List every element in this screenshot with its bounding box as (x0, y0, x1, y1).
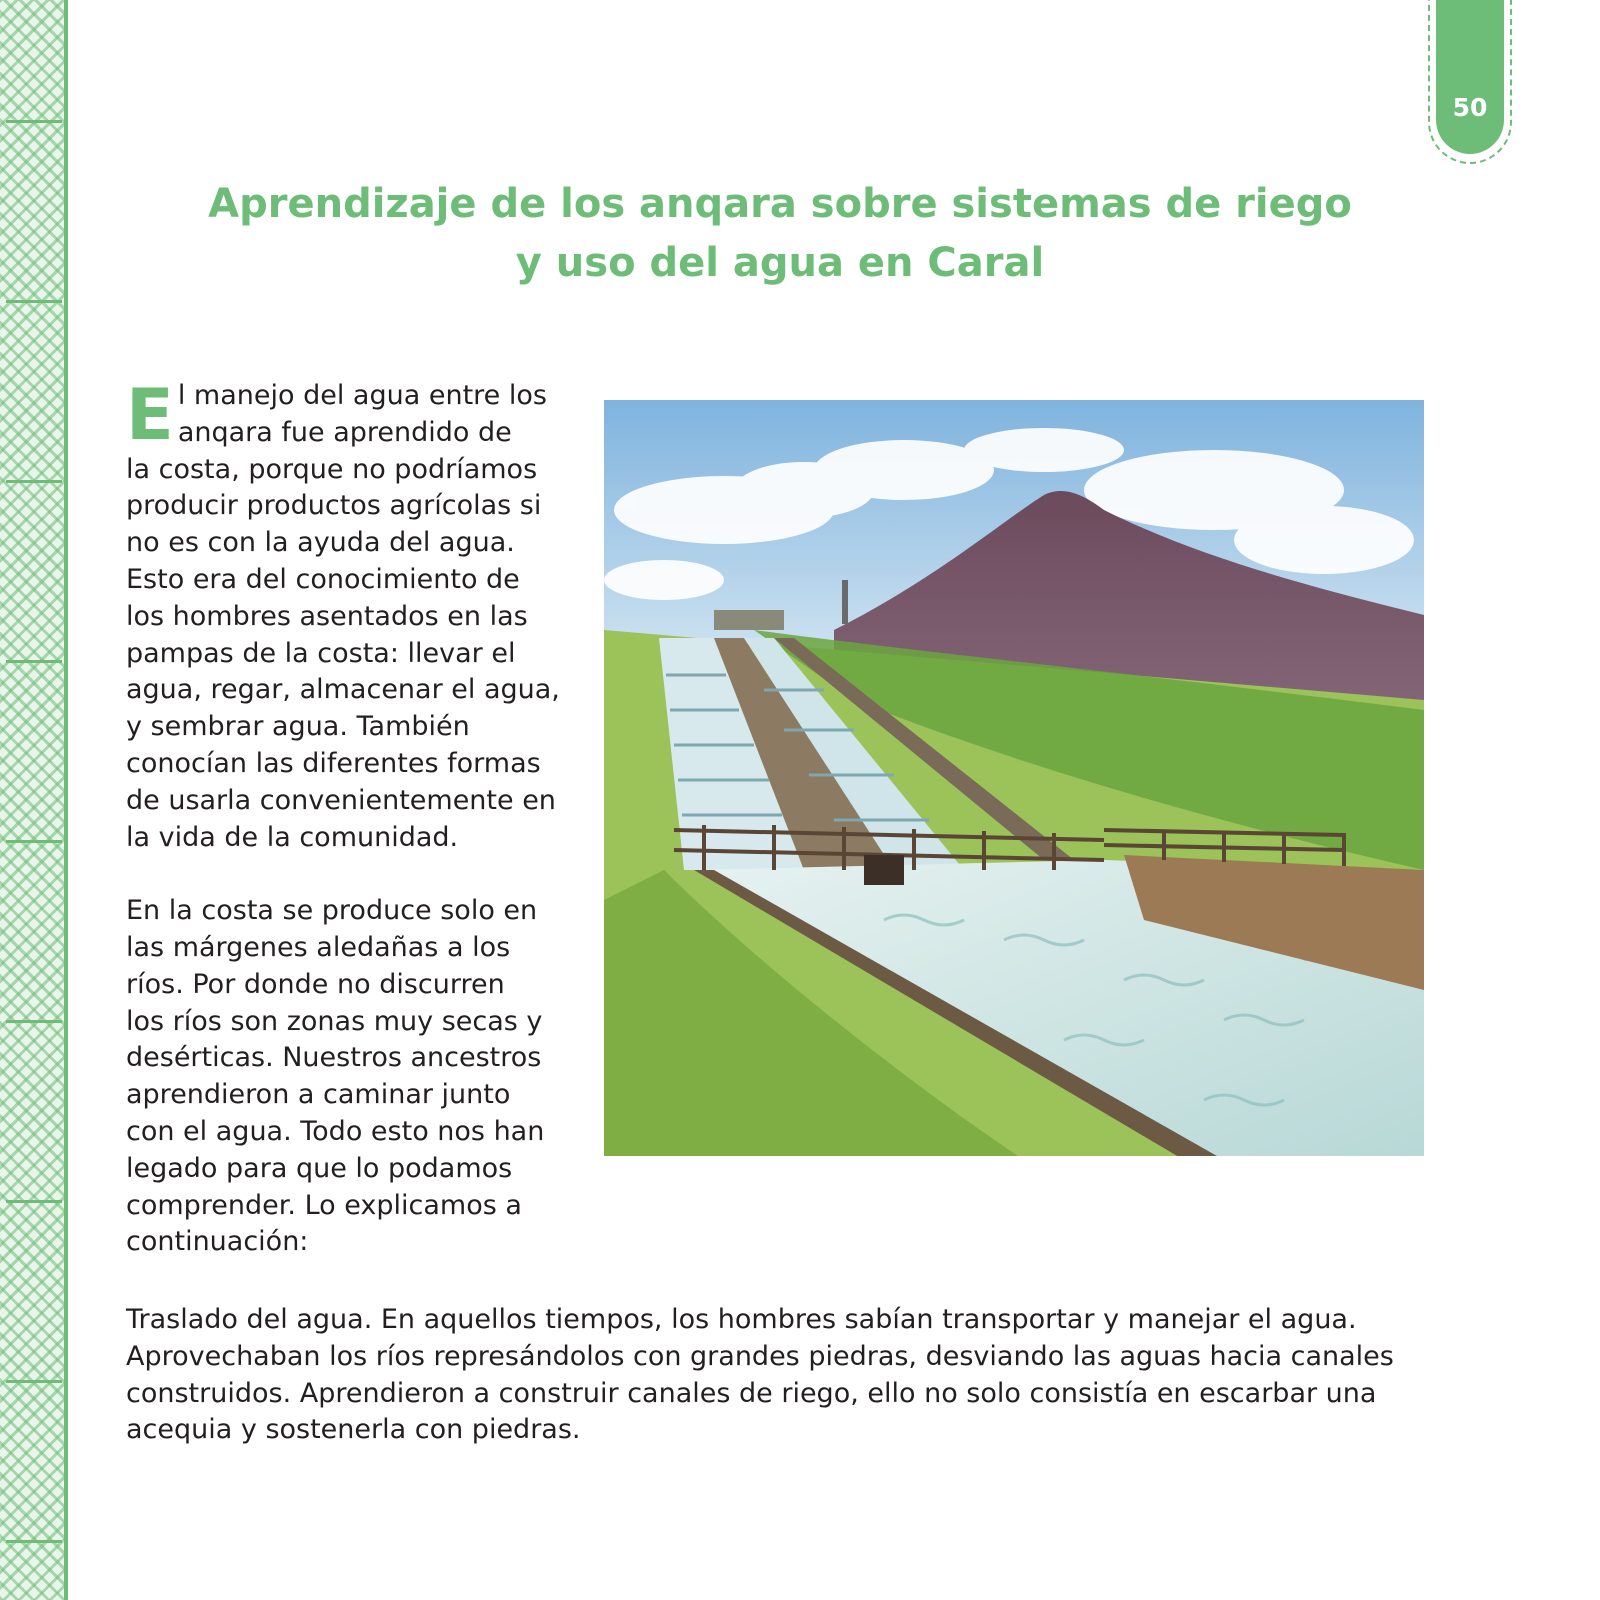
text-line: no es con la ayuda del agua. (126, 527, 515, 559)
text-line: de usarla convenientemente en (126, 784, 556, 816)
text-line: los ríos son zonas muy secas y (126, 1005, 543, 1037)
paragraph-2 (126, 893, 556, 1261)
tower (842, 580, 848, 624)
sluice-gate (864, 855, 904, 885)
paragraph-1 (126, 374, 560, 856)
text-line: conocían las diferentes formas (126, 747, 541, 779)
text-line: las márgenes aledañas a los (126, 931, 511, 963)
text-line: comprender. Lo explicamos a (126, 1189, 522, 1221)
irrigation-canal-image (604, 400, 1424, 1156)
border-ornament (6, 300, 62, 303)
irrigation-illustration (604, 400, 1424, 1156)
text-line: pampas de la costa: llevar el (126, 637, 516, 669)
page-number: 50 (1452, 93, 1488, 122)
text-line: desérticas. Nuestros ancestros (126, 1042, 542, 1074)
border-ornament (6, 840, 62, 843)
text-line: aprendieron a caminar junto (126, 1079, 511, 1111)
page-tab (1436, 0, 1504, 154)
border-ornament (6, 1380, 62, 1383)
house (714, 610, 784, 630)
border-ornament (6, 1020, 62, 1023)
text-line: ríos. Por donde no discurren (126, 968, 505, 1000)
text-line: producir productos agrícolas si (126, 490, 542, 522)
text-line: legado para que lo podamos (126, 1152, 513, 1184)
text-line: y sembrar agua. También (126, 711, 470, 743)
border-ornament (6, 480, 62, 483)
page-title-line: y uso del agua en Caral (515, 240, 1045, 286)
decorative-border (0, 0, 68, 1600)
text-line: continuación: (126, 1226, 309, 1258)
text-line: acequia y sostenerla con piedras. (126, 1414, 581, 1446)
text-line: l manejo del agua entre los (177, 380, 547, 411)
border-ornament (6, 120, 62, 123)
border-ornament (6, 1200, 62, 1203)
text-line: agua, regar, almacenar el agua, (126, 674, 560, 706)
paragraph-3 (126, 1302, 1426, 1449)
border-ornament (6, 1540, 62, 1543)
text-line: la costa, porque no podríamos (126, 453, 538, 485)
drop-cap: E (126, 374, 174, 456)
text-line: Traslado del agua. En aquellos tiempos, los hombres sabían transportar y manejar el agua. (126, 1304, 1357, 1335)
border-ornament (6, 660, 62, 663)
text-line: los hombres asentados en las (126, 600, 528, 632)
text-line: la vida de la comunidad. (126, 821, 459, 853)
text-column (126, 374, 560, 1261)
text-line: Aprovechaban los ríos represándolos con grandes piedras, desviando las aguas hacia canales (126, 1340, 1394, 1372)
text-line: anqara fue aprendido de (177, 416, 512, 448)
text-line: Esto era del conocimiento de (126, 563, 520, 595)
page-title (180, 175, 1380, 293)
text-line: En la costa se produce solo en (126, 895, 538, 927)
text-line: con el agua. Todo esto nos han (126, 1115, 545, 1147)
text-line: construidos. Aprendieron a construir canales de riego, ello no solo consistía en escarbar una (126, 1377, 1377, 1409)
page-title-line: Aprendizaje de los anqara sobre sistemas de riego (208, 181, 1352, 227)
